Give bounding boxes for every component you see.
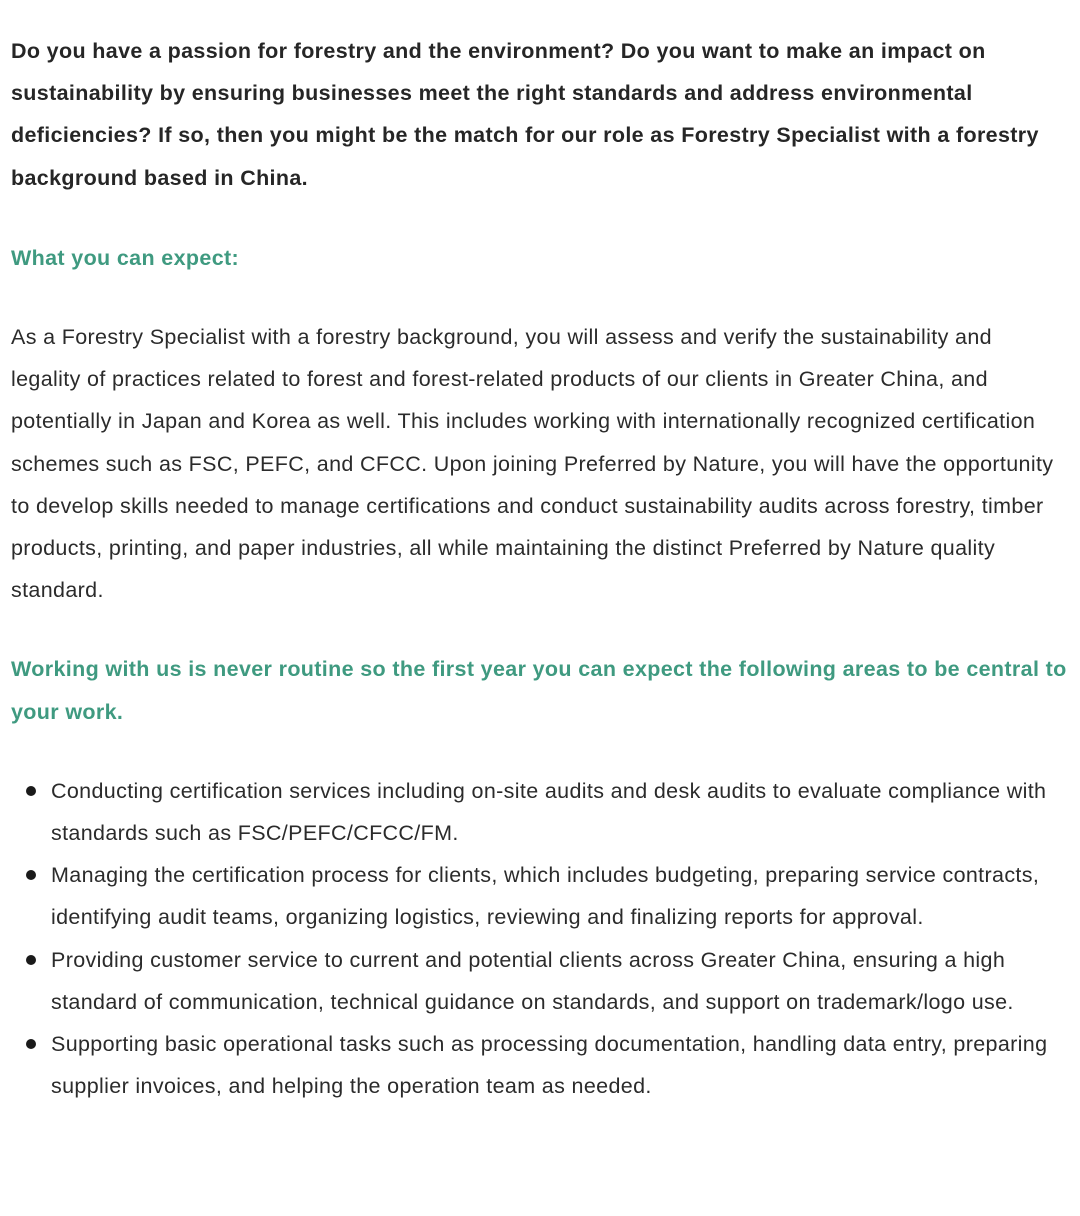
list-item-text: Providing customer service to current and potential clients across Greater China, ensuring a high standard of communication, technical guidance on standards, and support on trademark/logo use. (51, 947, 1014, 1014)
list-item-text: Managing the certification process for clients, which includes budgeting, preparing service contracts, identifying audit teams, organizing logistics, reviewing and finalizing reports for approval. (51, 863, 1040, 930)
list-item-text: Supporting basic operational tasks such as processing documentation, handling data entry, preparing supplier invoices, and helping the operation team as needed. (51, 1032, 1048, 1099)
routine-heading: Working with us is never routine so the first year you can expect the following areas to be central to your work. (11, 657, 1067, 724)
list-item (11, 854, 1067, 938)
intro-paragraph: Do you have a passion for forestry and the environment? Do you want to make an impact on sustainability by ensuring businesses meet the right standards and address environmental deficiencies? If so, then you might be the match for our role as Forestry Specialist with a forestry background based in China. (11, 39, 1039, 190)
list-item-text: Conducting certification services including on-site audits and desk audits to evaluate compliance with standards such as FSC/PEFC/CFCC/FM. (51, 778, 1047, 846)
bullet-icon (26, 955, 36, 965)
bullet-icon (26, 1039, 36, 1049)
list-item (11, 770, 1067, 854)
expect-heading: What you can expect: (11, 245, 240, 270)
responsibilities-list (11, 770, 1067, 1108)
list-item (11, 1023, 1067, 1107)
job-description (11, 30, 1067, 1107)
expect-paragraph: As a Forestry Specialist with a forestry background, you will assess and verify the sustainability and legality of practices related to forest and forest-related products of our clients in Greater China, and potentially in Japan and Korea as well. This includes working with internationally recognized certification schemes such as FSC, PEFC, and CFCC. Upon joining Preferred by Nature, you will have the opportunity to develop skills needed to manage certifications and conduct sustainability audits across forestry, timber products, printing, and paper industries, all while maintaining the distinct Preferred by Nature quality standard. (11, 325, 1054, 603)
bullet-icon (26, 870, 36, 880)
list-item (11, 939, 1067, 1023)
bullet-icon (26, 786, 36, 796)
